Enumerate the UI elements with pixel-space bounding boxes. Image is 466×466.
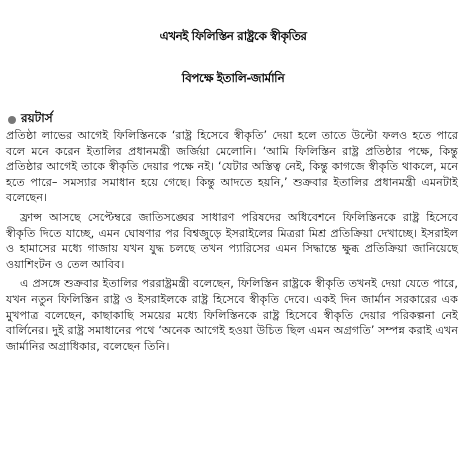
paragraph-3: এ প্রসঙ্গে শুক্রবার ইতালির পররাষ্ট্রমন্ত্রী বলেছেন, ফিলিস্তিন রাষ্ট্রকে স্বীকৃতি তখনই দেয়া যেতে পারে, যখন নতুন ফিলিস্তিন রাষ্ট্র ও ইসরাইলকে রাষ্ট্র হিসেবে স্বীকৃতি দেবে। একই দিন জার্মান সরকারের এক মুখপাত্র বলেছেন, কাছাকাছি সময়ের মধ্যে ফিলিস্তিনকে রাষ্ট্র হিসেবে স্বীকৃতি দেয়ার পরিকল্পনা নেই বার্লিনের। দুই রাষ্ট্র সমাধানের পথে ‘অনেক আগেই হওয়া উচিত ছিল এমন অগ্রগতি’ সম্পন্ন করাই এখন জার্মানির অগ্রাধিকার, বলেছেন তিনি। bbox=[6, 277, 458, 353]
headline-line-1: এখনই ফিলিস্তিন রাষ্ট্রকে স্বীকৃতির bbox=[159, 29, 307, 43]
bullet-icon bbox=[8, 116, 16, 124]
headline-line-2: বিপক্ষে ইতালি-জার্মানি bbox=[181, 71, 285, 85]
byline bbox=[8, 111, 53, 129]
paragraph-1: প্রতিষ্ঠা লাভের আগেই ফিলিস্তিনকে ‘রাষ্ট্র হিসেবে স্বীকৃতি’ দেয়া হলে তাতে উল্টো ফলও হতে পারে বলে মনে করেন ইতালির প্রধানমন্ত্রী জর্জিয়া মেলোনি। ‘আমি ফিলিস্তিন রাষ্ট্র প্রতিষ্ঠার পক্ষে, কিন্তু প্রতিষ্ঠার আগেই তাকে স্বীকৃতি দেয়ার পক্ষে নই। ‘যেটার অস্তিত্ব নেই, কিন্তু কাগজে স্বীকৃতি থাকলে, মনে হতে পারে– সমস্যার সমাধান হয়ে গেছে। কিন্তু আদতে হয়নি,’ শুক্রবার ইতালির প্রধানমন্ত্রী এমনটাই বলেছেন। bbox=[6, 129, 458, 205]
byline-source: রয়টার্স bbox=[21, 111, 53, 125]
article-body bbox=[6, 128, 458, 354]
paragraph-2: ফ্রান্স আসছে সেপ্টেম্বরে জাতিসঙ্ঘের সাধারণ পরিষদের অধিবেশনে ফিলিস্তিনকে রাষ্ট্র হিসেবে স্বীকৃতি দিতে যাচ্ছে, এমন ঘোষণার পর বিশ্বজুড়ে ইসরাইলের মিত্ররা মিশ্র প্রতিক্রিয়া দেখাচ্ছে। ইসরাইল ও হামাসের মধ্যে গাজায় যখন যুদ্ধ চলছে তখন প্যারিসের এমন সিদ্ধান্তে ক্ষুব্ধ প্রতিক্রিয়া জানিয়েছে ওয়াশিংটন ও তেল আবিব। bbox=[6, 210, 458, 271]
